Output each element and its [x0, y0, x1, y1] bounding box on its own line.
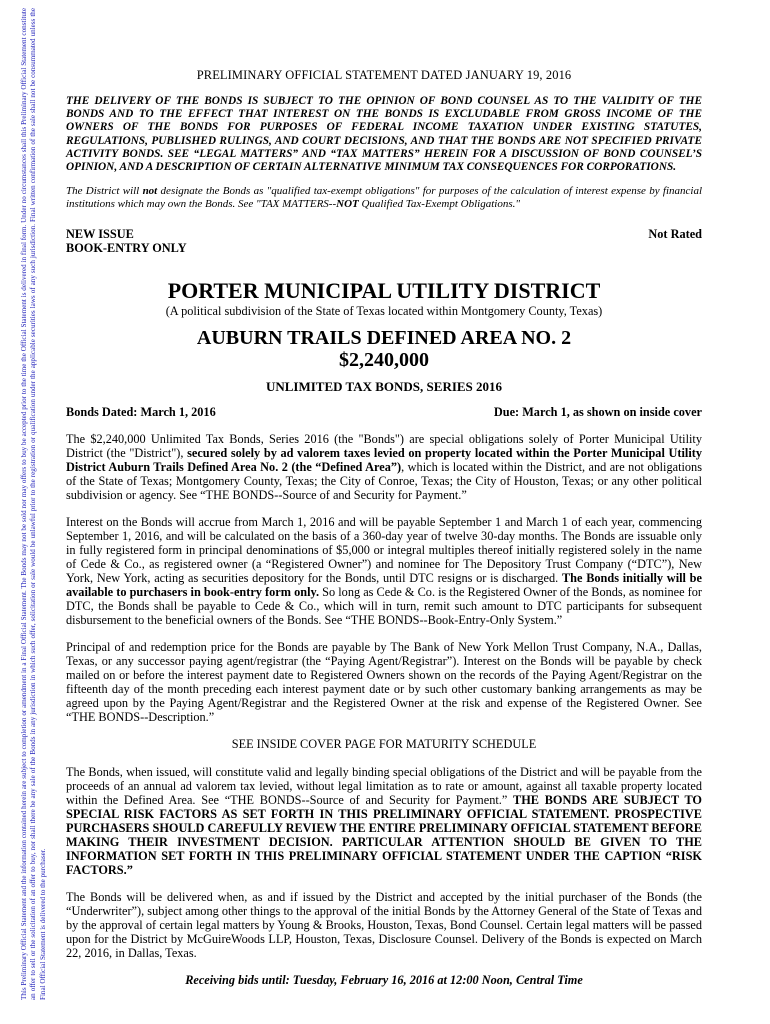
paragraph-delivery: The Bonds will be delivered when, as and if issued by the District and accepted by the initial purchaser of the Bonds (the “Underwriter”), subject among other things to the approval of the initial Bonds by the Attorney General of the State of Texas and by the approval of certain legal matters by Young & Brooks, Houston, Texas, Bond Counsel. Certain legal matters will be passed upon for the District by McGuireWoods LLP, Houston, Texas, Disclosure Counsel. Delivery of the Bonds is expected on March 22, 2016, in Dallas, Texas.: [66, 889, 702, 960]
district-title: PORTER MUNICIPAL UTILITY DISTRICT: [167, 277, 601, 303]
bond-counsel-opinion: THE DELIVERY OF THE BONDS IS SUBJECT TO THE OPINION OF BOND COUNSEL AS TO THE VALIDITY OF THE BONDS AND TO THE EFFECT THAT INTEREST ON THE BONDS IS EXCLUDABLE FROM GROSS INCOME OF THE OWNERS OF THE BONDS FOR PURPOSES OF FEDERAL INCOME TAXATION UNDER EXISTING STATUTES, REGULATIONS, PUBLISHED RULINGS, AND COURT DECISIONS, AND THAT THE BONDS ARE NOT SPECIFIED PRIVATE ACTIVITY BONDS. SEE “LEGAL MATTERS” AND “TAX MATTERS” HEREIN FOR A DISCUSSION OF BOND COUNSEL’S OPINION, AND A DESCRIPTION OF CERTAIN ALTERNATIVE MINIMUM TAX CONSEQUENCES FOR CORPORATIONS.: [66, 95, 702, 174]
bond-amount: $2,240,000: [339, 348, 429, 371]
rating-label: Not Rated: [648, 226, 702, 241]
district-subtitle: (A political subdivision of the State of Texas located within Montgomery County, Texas): [165, 303, 603, 318]
bond-series: UNLIMITED TAX BONDS, SERIES 2016: [265, 378, 503, 394]
bids-deadline: Receiving bids until: Tuesday, February 16, 2016 at 12:00 Noon, Central Time: [185, 972, 583, 987]
cover-page: [66, 68, 702, 988]
bond-dates: [66, 405, 702, 420]
paragraph-security: The $2,240,000 Unlimited Tax Bonds, Series 2016 (the "Bonds") are special obligations solely of Porter Municipal Utility District (the "District"), secured solely by ad valorem taxes levied on property located within the Porter Municipal Utility District Auburn Trails Defined Area No. 2 (the “Defined Area”), which is located within the District, and are not obligations of the State of Texas; Montgomery County, Texas; the City of Conroe, Texas; the City of Houston, Texas; or any other political subdivision or agency. See “THE BONDS--Source of and Security for Payment.”: [66, 431, 702, 502]
bonds-due: Due: March 1, as shown on inside cover: [493, 404, 702, 419]
paragraph-risk-factors: The Bonds, when issued, will constitute valid and legally binding special obligations of the District and will be payable from the proceeds of an annual ad valorem tax levied, without legal limitation as to rate or amount, against all taxable property located within the Defined Area. See “THE BONDS--Source of and Security for Payment.” THE BONDS ARE SUBJECT TO SPECIAL RISK FACTORS AS SET FORTH IN THIS PRELIMINARY OFFICIAL STATEMENT. PROSPECTIVE PURCHASERS SHOULD CAREFULLY REVIEW THE ENTIRE PRELIMINARY OFFICIAL STATEMENT BEFORE MAKING THEIR INVESTMENT DECISION. PARTICULAR ATTENTION SHOULD BE GIVEN TO THE INFORMATION SET FORTH IN THIS PRELIMINARY OFFICIAL STATEMENT UNDER THE CAPTION “RISK FACTORS.”: [66, 764, 702, 877]
new-issue-label: NEW ISSUE: [66, 226, 134, 241]
tax-exempt-designation: The District will not designate the Bonds as "qualified tax-exempt obligations" for purposes of the calculation of interest expense by financial institutions which may own the Bonds. See "TAX MATTERS--NOT Qualified Tax-Exempt Obligations.": [66, 185, 702, 211]
issue-info: [66, 227, 702, 255]
defined-area-title: AUBURN TRAILS DEFINED AREA NO. 2: [196, 326, 572, 349]
book-entry-label: BOOK-ENTRY ONLY: [66, 240, 187, 255]
document-header: PRELIMINARY OFFICIAL STATEMENT DATED JANUARY 19, 2016: [196, 68, 572, 82]
maturity-schedule-note: SEE INSIDE COVER PAGE FOR MATURITY SCHEDULE: [231, 736, 537, 751]
paragraph-interest: Interest on the Bonds will accrue from March 1, 2016 and will be payable September 1 and March 1 of each year, commencing September 1, 2016, and will be calculated on the basis of a 360-day year of twelve 30-day months. The Bonds are issuable only in fully registered form in principal denominations of $5,000 or integral multiples thereof initially registered solely in the name of Cede & Co., as registered owner (a “Registered Owner”) and nominee for The Depository Trust Company (“DTC”), New York, New York, acting as securities depository for the Bonds, until DTC resigns or is discharged. The Bonds initially will be available to purchasers in book-entry form only. So long as Cede & Co. is the Registered Owner of the Bonds, as nominee for DTC, the Bonds shall be payable to Cede & Co., which will in turn, remit such amount to DTC participants for subsequent disbursement to the beneficial owners of the Bonds. See “THE BONDS--Book-Entry-Only System.”: [66, 514, 703, 627]
red-herring-legend-text: This Preliminary Official Statement and the information contained herein are subject to completion or amendment in a Final Official Statement. The Bonds may not be sold nor may offers to buy be accepted prior to the time the Official Statement is delivered in final form. Under no circumstances shall this Preliminary Official Statement constitute an offer to sell or the solicitation of an offer to buy, nor shall there be any sale of the Bonds in any jurisdiction in which such offer, solicitation or sale would be unlawful prior to the registration or qualification under the applicable securities laws of any such jurisdiction. Final written confirmation of the sale shall not be consummated unless the Final Official Statement is delivered to the purchaser.: [20, 8, 47, 1000]
bonds-dated: Bonds Dated: March 1, 2016: [66, 404, 216, 419]
paragraph-paying-agent: Principal of and redemption price for the Bonds are payable by The Bank of New York Mellon Trust Company, N.A., Dallas, Texas, or any successor paying agent/registrar (the “Paying Agent/Registrar”). Interest on the Bonds will be payable by check mailed on or before the interest payment date to Registered Owners shown on the records of the Paying Agent/Registrar on the fifteenth day of the month preceding each interest payment date or by such other customary banking arrangements as may be agreed upon by the Paying Agent/Registrar and the Registered Owner at the risk and expense of the Registered Owner. See “THE BONDS--Description.”: [66, 639, 702, 724]
